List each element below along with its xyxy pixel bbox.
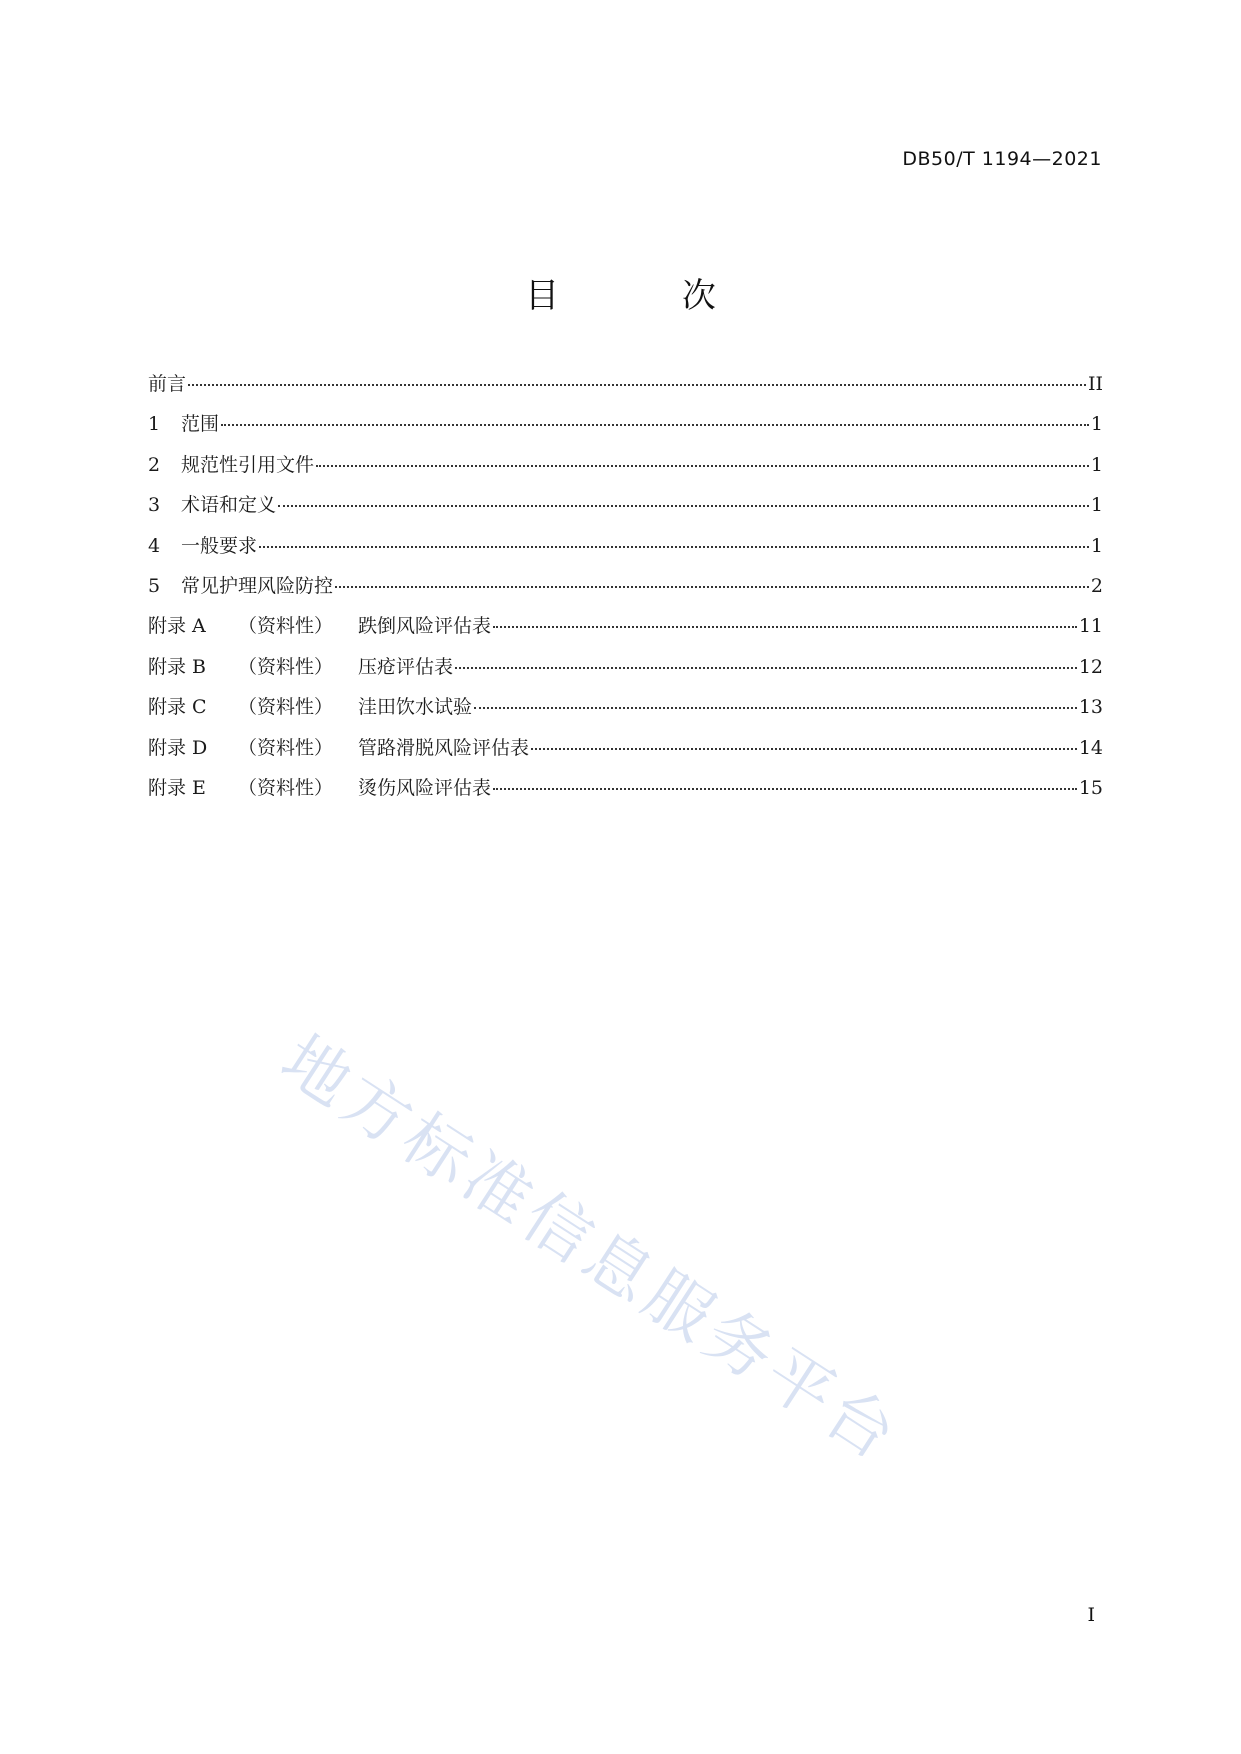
watermark: 地方标准信息服务平台 [267,1020,914,1478]
toc-entry-number: 5 [148,574,161,597]
toc-annex-id: 附录 C [148,696,207,719]
toc-leader-dots [493,626,1077,628]
toc-annex-type: （资料性） [238,736,334,759]
toc-entry-label: 洼田饮水试验 [358,696,473,719]
toc-entry-page: 1 [1090,534,1103,557]
toc-leader-dots [335,586,1089,588]
toc-entry-section-2[interactable] [148,453,1103,493]
toc-entry-number: 3 [148,494,161,517]
toc-annex-type: （资料性） [238,776,334,799]
toc-entry-label: 规范性引用文件 [181,453,315,476]
toc-entry-number: 1 [148,413,161,436]
toc-annex-type: （资料性） [238,655,334,678]
toc-leader-dots [316,465,1089,467]
toc-entry-page: 12 [1078,655,1103,678]
toc-annex-id: 附录 E [148,776,206,799]
toc-entry-label: 常见护理风险防控 [181,574,334,597]
toc-entry-annex-a[interactable] [148,614,1103,654]
toc-entry-section-1[interactable] [148,412,1103,452]
toc-entry-label: 压疮评估表 [358,655,454,678]
toc-entry-label: 一般要求 [181,534,258,557]
toc-entry-label: 前言 [148,373,187,395]
toc-entry-section-4[interactable] [148,534,1103,574]
toc-leader-dots [188,384,1086,386]
toc-annex-id: 附录 D [148,736,208,759]
toc-entry-annex-d[interactable] [148,736,1103,776]
toc-entry-page: 1 [1090,494,1103,517]
page-number: I [1087,1604,1095,1626]
toc-entry-number: 2 [148,453,161,476]
toc-annex-type: （资料性） [238,696,334,719]
toc-entry-page: 1 [1090,413,1103,436]
toc-entry-section-5[interactable] [148,574,1103,614]
toc-leader-dots [531,748,1077,750]
toc-leader-dots [455,667,1077,669]
toc-entry-page: 2 [1090,574,1103,597]
toc-leader-dots [221,424,1089,426]
toc-entry-label: 术语和定义 [181,494,277,517]
toc-leader-dots [474,707,1077,709]
toc-entry-section-3[interactable] [148,493,1103,533]
toc-entry-page: 14 [1078,736,1103,759]
table-of-contents [148,372,1103,816]
toc-leader-dots [259,546,1089,548]
toc-entry-page: 15 [1078,776,1103,799]
toc-leader-dots [278,505,1089,507]
toc-entry-annex-e[interactable] [148,776,1103,816]
toc-annex-type: （资料性） [238,615,334,638]
toc-entry-label: 管路滑脱风险评估表 [358,736,530,759]
toc-leader-dots [493,788,1077,790]
toc-entry-label: 跌倒风险评估表 [358,615,492,638]
toc-entry-page: 13 [1078,696,1103,719]
toc-annex-id: 附录 B [148,655,207,678]
toc-entry-label: 烫伤风险评估表 [358,776,492,799]
toc-entry-page: 11 [1078,615,1103,638]
document-code: DB50/T 1194—2021 [902,148,1102,170]
toc-entry-annex-c[interactable] [148,695,1103,735]
toc-entry-foreword[interactable] [148,372,1103,412]
toc-entry-annex-b[interactable] [148,655,1103,695]
toc-entry-page: II [1087,373,1103,395]
toc-entry-number: 4 [148,534,161,557]
toc-entry-label: 范围 [181,413,220,436]
toc-annex-id: 附录 A [148,615,206,638]
page-title: 目 次 [525,276,772,316]
toc-entry-page: 1 [1090,453,1103,476]
